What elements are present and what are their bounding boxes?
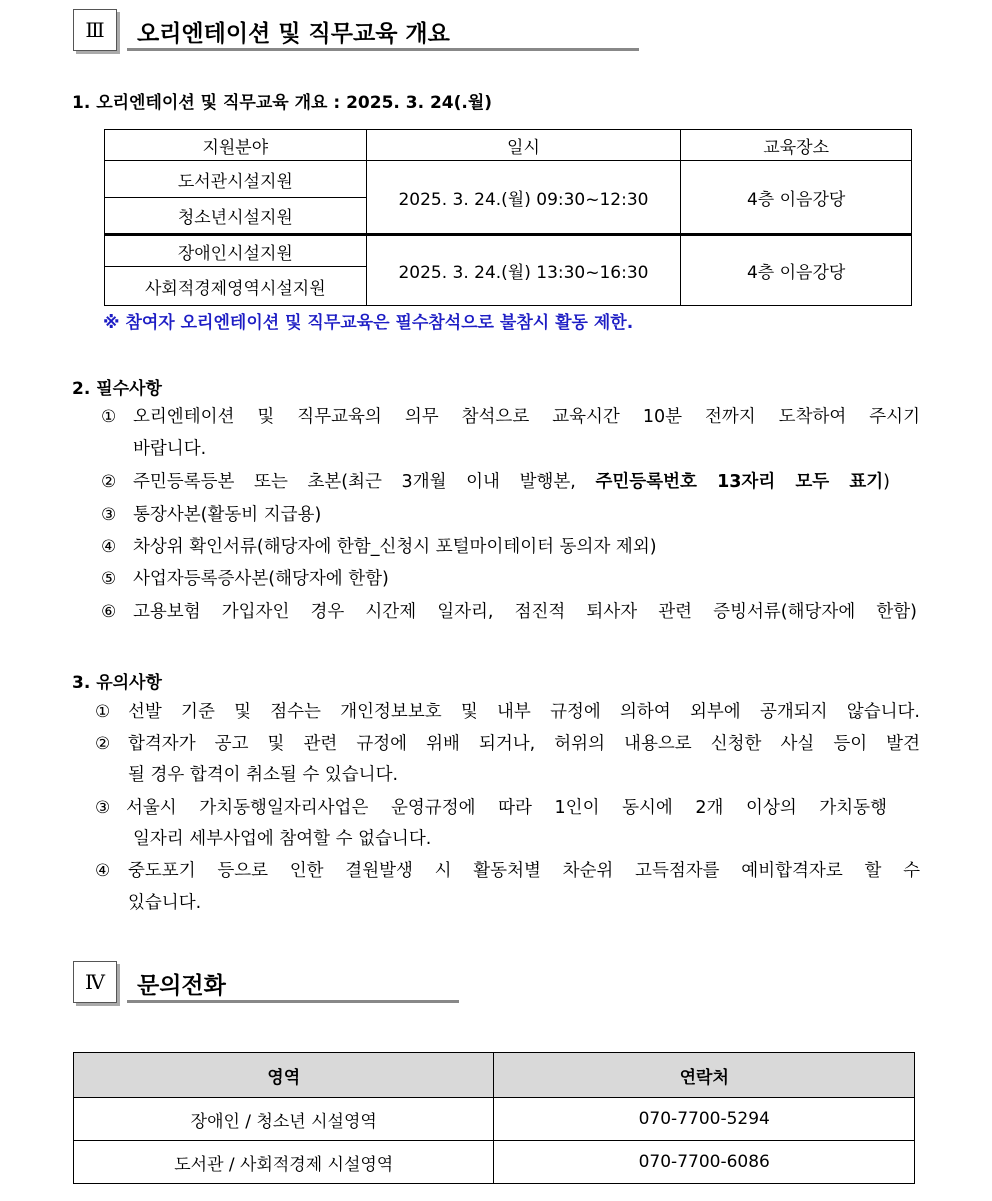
section-number-box: Ⅲ <box>73 9 117 51</box>
table-row <box>74 1098 915 1141</box>
section-4-header <box>73 961 463 1005</box>
item-number: ⑤ <box>101 569 117 589</box>
item-number: ② <box>101 472 117 492</box>
place-cell: 4층 이음강당 <box>681 161 912 235</box>
section-3-header <box>73 9 643 53</box>
subsection-heading-3: 3. 유의사항 <box>72 673 162 693</box>
header-datetime: 일시 <box>366 130 681 161</box>
field-cell: 장애인시설지원 <box>105 235 367 267</box>
header-contact: 연락처 <box>494 1053 915 1098</box>
item-number: ④ <box>95 861 111 881</box>
item-number: ① <box>95 702 111 722</box>
section-underline <box>127 1000 459 1003</box>
item-number: ① <box>101 407 117 427</box>
item-number: ② <box>95 734 111 754</box>
subsection-heading-1: 1. 오리엔테이션 및 직무교육 개요 : 2025. 3. 24(.월) <box>72 93 493 113</box>
required-item-2 <box>133 466 890 498</box>
table-header-row <box>105 130 912 161</box>
attendance-note: ※ 참여자 오리엔테이션 및 직무교육은 필수참석으로 불참시 활동 제한. <box>103 313 634 333</box>
datetime-cell: 2025. 3. 24.(월) 09:30~12:30 <box>366 161 681 235</box>
section-number-box: Ⅳ <box>73 961 117 1003</box>
item-number: ⑥ <box>101 602 117 622</box>
field-cell: 사회적경제영역시설지원 <box>105 267 367 306</box>
required-item-5: 사업자등록증사본(해당자에 한함) <box>133 569 389 589</box>
notice-item-4-line2: 있습니다. <box>128 893 202 913</box>
section-title: 오리엔테이션 및 직무교육 개요 <box>137 21 450 47</box>
table-row <box>105 235 912 267</box>
table-row <box>74 1141 915 1184</box>
required-item-4: 차상위 확인서류(해당자에 한함_신청시 포털마이테이터 동의자 제외) <box>133 537 657 557</box>
area-cell: 도서관 / 사회적경제 시설영역 <box>74 1141 494 1184</box>
required-item-1-line1: 오리엔테이션 및 직무교육의 의무 참석으로 교육시간 10분 전까지 도착하여 주시기 <box>133 407 920 427</box>
area-cell: 장애인 / 청소년 시설영역 <box>74 1098 494 1141</box>
item-number: ③ <box>101 505 117 525</box>
header-field: 지원분야 <box>105 130 367 161</box>
contact-table <box>73 1052 915 1184</box>
phone-cell: 070-7700-5294 <box>494 1098 915 1141</box>
section-underline <box>127 48 639 51</box>
required-item-1-line2: 바랍니다. <box>133 439 207 459</box>
place-cell: 4층 이음강당 <box>681 235 912 306</box>
item-number: ③ <box>95 798 111 818</box>
table-header-row <box>74 1053 915 1098</box>
phone-cell: 070-7700-6086 <box>494 1141 915 1184</box>
field-cell: 청소년시설지원 <box>105 198 367 235</box>
item-text: 주민등록등본 또는 초본(최근 3개월 이내 발행본, <box>133 472 596 492</box>
required-item-6: 고용보험 가입자인 경우 시간제 일자리, 점진적 퇴사자 관련 증빙서류(해당자에 한함) <box>133 602 917 622</box>
notice-item-1: 선발 기준 및 점수는 개인정보보호 및 내부 규정에 의하여 외부에 공개되지 않습니다. <box>128 702 920 722</box>
header-place: 교육장소 <box>681 130 912 161</box>
notice-item-3-line2: 일자리 세부사업에 참여할 수 없습니다. <box>133 829 432 849</box>
subsection-heading-2: 2. 필수사항 <box>72 379 162 399</box>
item-emphasis: 주민등록번호 13자리 모두 표기 <box>595 472 884 492</box>
section-title: 문의전화 <box>137 973 226 999</box>
notice-item-4-line1: 중도포기 등으로 인한 결원발생 시 활동처별 차순위 고득점자를 예비합격자로 할 수 <box>128 861 920 881</box>
orientation-schedule-table <box>104 129 912 306</box>
item-text: ) <box>883 472 890 492</box>
required-item-3: 통장사본(활동비 지급용) <box>133 505 322 525</box>
notice-item-3-line1: 서울시 가치동행일자리사업은 운영규정에 따라 1인이 동시에 2개 이상의 가치동행 <box>126 798 887 818</box>
notice-item-2-line2: 될 경우 합격이 취소될 수 있습니다. <box>128 765 399 785</box>
table-row <box>105 161 912 198</box>
header-area: 영역 <box>74 1053 494 1098</box>
notice-item-2-line1: 합격자가 공고 및 관련 규정에 위배 되거나, 허위의 내용으로 신청한 사실 등이 발견 <box>128 734 920 754</box>
datetime-cell: 2025. 3. 24.(월) 13:30~16:30 <box>366 235 681 306</box>
item-number: ④ <box>101 537 117 557</box>
field-cell: 도서관시설지원 <box>105 161 367 198</box>
